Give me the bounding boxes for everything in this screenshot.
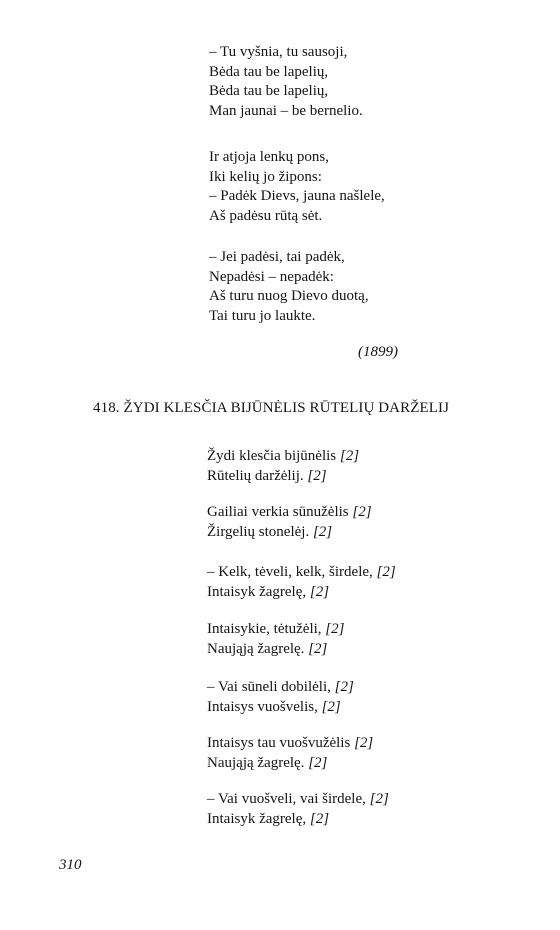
song-stanza (207, 503, 372, 542)
page-number: 310 (59, 857, 82, 873)
poem-line: Bėda tau be lapelių, (209, 83, 329, 99)
repeat-mark: [2] (309, 810, 330, 827)
song-line: – Vai vuošveli, vai širdele, [2] (207, 791, 389, 807)
poem-line: Aš padėsu rūtą sėt. (209, 207, 323, 224)
repeat-mark: [2] (354, 735, 374, 751)
poem-stanza (209, 148, 385, 226)
song-line: Gailiai verkia sūnužėlis [2] (207, 504, 372, 520)
song-line: Intaisys tau vuošvužėlis [2] (207, 735, 374, 751)
song-line: Naująją žagrelę. [2] (207, 754, 328, 771)
repeat-mark: [2] (376, 564, 396, 580)
song-line: Naująją žagrelę. [2] (207, 640, 328, 657)
poem-line: Bėda tau be lapelių, (209, 63, 329, 80)
repeat-mark: [2] (321, 698, 341, 715)
poem-stanza (209, 43, 363, 121)
repeat-mark: [2] (307, 467, 327, 484)
song-stanza (207, 734, 373, 773)
song-stanza (207, 563, 396, 602)
repeat-mark: [2] (308, 640, 328, 657)
poem-line: Aš turu nuog Dievo duotą, (209, 288, 369, 304)
song-stanza (207, 678, 354, 717)
repeat-mark: [2] (334, 679, 354, 695)
repeat-mark: [2] (309, 583, 330, 600)
song-stanza (207, 790, 389, 829)
song-line: Intaisys vuošvelis, [2] (207, 698, 341, 715)
song-line: Intaisyk žagrelę, [2] (207, 583, 330, 600)
poem-line: – Tu vyšnia, tu sausoji, (209, 44, 348, 60)
poem-line: Man jaunai – be bernelio. (209, 102, 363, 119)
poem-date: (1899) (358, 344, 398, 360)
poem-line: Tai turu jo laukte. (209, 307, 316, 324)
repeat-mark: [2] (369, 791, 389, 807)
song-stanza (207, 620, 344, 659)
song-line: Rūtelių daržėlij. [2] (207, 467, 327, 484)
repeat-mark: [2] (339, 448, 360, 464)
poem-line: – Jei padėsi, tai padėk, (209, 249, 345, 265)
repeat-mark: [2] (325, 621, 345, 637)
repeat-mark: [2] (352, 504, 372, 520)
song-line: – Kelk, tėveli, kelk, širdele, [2] (207, 564, 396, 580)
repeat-mark: [2] (308, 754, 328, 771)
song-line: Intaisyk žagrelę, [2] (207, 810, 330, 827)
repeat-mark: [2] (312, 523, 333, 540)
song-line: Žydi klesčia bijūnėlis [2] (207, 448, 360, 464)
song-line: – Vai sūneli dobilėli, [2] (207, 679, 354, 695)
poem-line: – Padėk Dievs, jauna našlele, (209, 188, 385, 204)
song-heading: 418. ŽYDI KLESČIA BIJŪNĖLIS RŪTELIŲ DARŽELIJ (93, 400, 450, 416)
poem-line: Iki kelių jo žipons: (209, 168, 322, 185)
poem-stanza (209, 248, 369, 326)
song-line: Intaisykie, tėtužėli, [2] (207, 621, 345, 637)
song-stanza (207, 447, 359, 486)
poem-line: Nepadėsi – nepadėk: (209, 268, 334, 285)
poem-line: Ir atjoja lenkų pons, (209, 149, 329, 165)
song-line: Žirgelių stonelėj. [2] (207, 523, 333, 540)
